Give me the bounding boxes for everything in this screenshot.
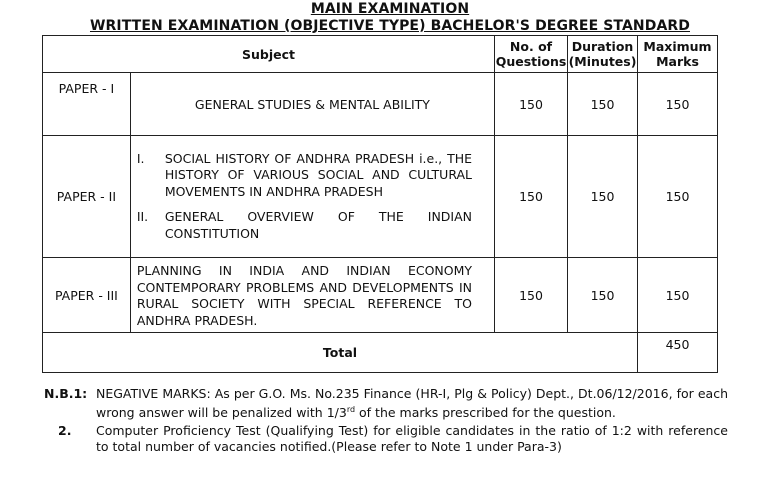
duration-cell: 150 xyxy=(568,258,638,333)
total-row xyxy=(43,333,718,373)
subject-cell: GENERAL STUDIES & MENTAL ABILITY xyxy=(130,73,494,136)
item-text: GENERAL OVERVIEW OF THE INDIAN CONSTITUTION xyxy=(164,209,473,241)
item-text: SOCIAL HISTORY OF ANDHRA PRADESH i.e., THE HISTORY OF VARIOUS SOCIAL AND CULTURAL MOVEMENTS IN ANDHRA PRADESH xyxy=(164,150,473,199)
paper-label: PAPER - III xyxy=(43,258,131,333)
note-text-part: NEGATIVE MARKS: As per G.O. Ms. No.235 Finance (HR-I, Plg & Policy) Dept., Dt.06/12/2016, for each wrong answer will be penalized with 1/3 xyxy=(96,386,728,421)
questions-cell: 150 xyxy=(495,73,568,136)
item-number: I. xyxy=(136,150,145,166)
subject-item xyxy=(137,151,472,201)
exam-scheme-table xyxy=(42,35,718,373)
duration-cell: 150 xyxy=(568,73,638,136)
table-row xyxy=(43,73,718,136)
note-label: 2. xyxy=(58,423,72,439)
marks-cell: 150 xyxy=(638,136,718,258)
item-number: II. xyxy=(136,209,149,225)
note-2 xyxy=(44,423,728,455)
duration-cell: 150 xyxy=(568,136,638,258)
marks-cell: 150 xyxy=(638,73,718,136)
questions-cell: 150 xyxy=(495,136,568,258)
note-text-part: of the marks prescribed for the question. xyxy=(355,405,616,421)
table-row xyxy=(43,258,718,333)
duration-header: Duration (Minutes) xyxy=(568,36,638,73)
notes-section xyxy=(44,386,728,455)
paper-label: PAPER - I xyxy=(43,73,131,136)
main-examination-heading: MAIN EXAMINATION xyxy=(310,1,470,17)
questions-header: No. of Questions xyxy=(495,36,568,73)
note-text xyxy=(96,386,728,421)
total-marks: 450 xyxy=(638,333,718,373)
questions-cell: 150 xyxy=(495,258,568,333)
paper-label: PAPER - II xyxy=(43,136,131,258)
note-label: N.B.1: xyxy=(44,386,88,401)
subject-cell xyxy=(130,136,494,258)
table-header-row xyxy=(43,36,718,73)
subject-cell xyxy=(130,258,494,333)
subject-item xyxy=(137,209,472,242)
total-label: Total xyxy=(43,333,638,373)
note-superscript: rd xyxy=(346,405,356,414)
marks-cell: 150 xyxy=(638,258,718,333)
table-row xyxy=(43,136,718,258)
written-examination-heading: WRITTEN EXAMINATION (OBJECTIVE TYPE) BACHELOR'S DEGREE STANDARD xyxy=(89,18,690,34)
note-text: Computer Proficiency Test (Qualifying Test) for eligible candidates in the ratio of 1:2 with reference to total number of vacancies notified.(Please refer to Note 1 under Para-3) xyxy=(96,423,728,455)
subject-text: PLANNING IN INDIA AND INDIAN ECONOMY CONTEMPORARY PROBLEMS AND DEVELOPMENTS IN RURAL SOCIETY WITH SPECIAL REFERENCE TO ANDHRA PRADESH. xyxy=(136,263,473,328)
subject-header: Subject xyxy=(43,36,495,73)
note-1 xyxy=(44,386,728,421)
marks-header: Maximum Marks xyxy=(638,36,718,73)
